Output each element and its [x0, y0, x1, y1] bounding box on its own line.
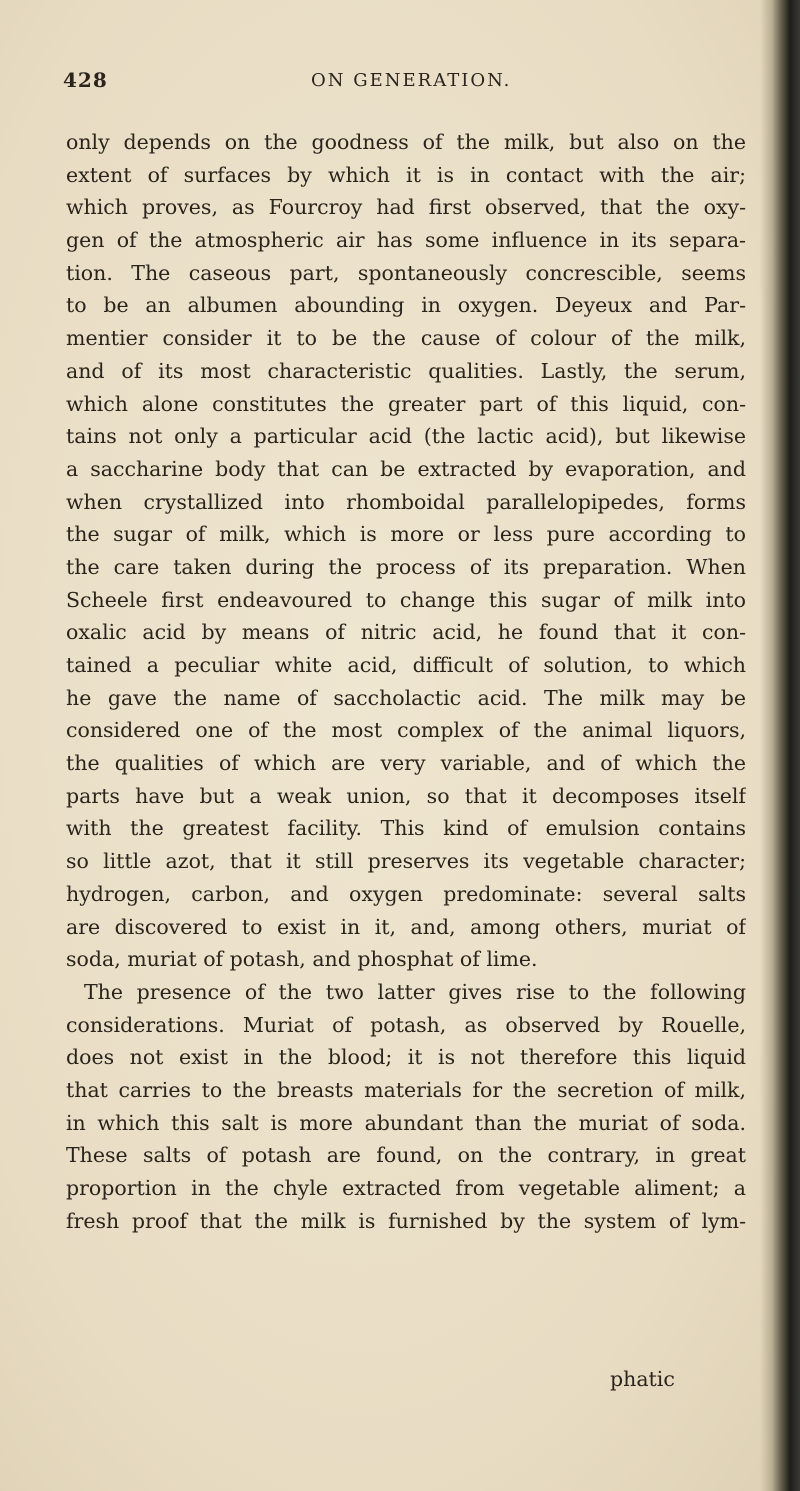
- text-line: are discovered to exist in it, and, among others, muriat of: [66, 914, 746, 939]
- text-line: only depends on the goodness of the milk, but also on the: [66, 130, 746, 154]
- body-text: [66, 126, 746, 1237]
- text-line: extent of surfaces by which it is in contact with the air;: [66, 162, 746, 187]
- running-head: ON GENERATION.: [311, 70, 512, 91]
- text-line: tion. The caseous part, spontaneously concrescible, seems: [66, 260, 746, 285]
- text-line: hydrogen, carbon, and oxygen predominate: several salts: [66, 881, 746, 906]
- text-line: considerations. Muriat of potash, as observed by Rouelle,: [66, 1012, 746, 1037]
- text-line: which alone constitutes the greater part of this liquid, con-: [66, 391, 746, 416]
- text-line: proportion in the chyle extracted from vegetable aliment; a: [66, 1176, 746, 1200]
- text-line: when crystallized into rhomboidal parallelopipedes, forms: [66, 489, 746, 514]
- page-number: 428: [63, 68, 108, 92]
- text-line: the qualities of which are very variable, and of which the: [66, 751, 746, 776]
- text-line: soda, muriat of potash, and phosphat of lime.: [66, 947, 538, 972]
- text-line: These salts of potash are found, on the contrary, in great: [66, 1143, 746, 1168]
- text-line: parts have but a weak union, so that it decomposes itself: [66, 783, 746, 808]
- text-line: tained a peculiar white acid, difficult of solution, to which: [66, 653, 746, 677]
- text-line: the care taken during the process of its preparation. When: [66, 554, 746, 579]
- text-line: The presence of the two latter gives rise to the following: [84, 979, 746, 1004]
- text-line: the sugar of milk, which is more or less pure according to: [66, 522, 746, 547]
- page-header: [63, 58, 743, 98]
- text-line: so little azot, that it still preserves its vegetable character;: [66, 849, 746, 874]
- text-line: gen of the atmospheric air has some influence in its separa-: [66, 228, 746, 253]
- text-line: mentier consider it to be the cause of colour of the milk,: [66, 326, 746, 351]
- text-line: and of its most characteristic qualities. Lastly, the serum,: [66, 358, 746, 383]
- text-line: that carries to the breasts materials for the secretion of milk,: [66, 1077, 746, 1102]
- text-line: to be an albumen abounding in oxygen. Deyeux and Par-: [66, 293, 746, 318]
- text-line: does not exist in the blood; it is not therefore this liquid: [66, 1045, 746, 1070]
- text-line: he gave the name of saccholactic acid. The milk may be: [66, 685, 746, 710]
- text-line: tains not only a particular acid (the lactic acid), but likewise: [66, 424, 746, 449]
- binding-shadow: [760, 0, 800, 1491]
- text-line: Scheele first endeavoured to change this sugar of milk into: [66, 587, 746, 612]
- text-line: oxalic acid by means of nitric acid, he found that it con-: [66, 620, 746, 645]
- text-line: which proves, as Fourcroy had first observed, that the oxy-: [66, 195, 746, 220]
- text-line: in which this salt is more abundant than the muriat of soda.: [66, 1110, 746, 1135]
- catchword: phatic: [610, 1367, 675, 1391]
- text-line: considered one of the most complex of the animal liquors,: [66, 718, 746, 743]
- text-line: fresh proof that the milk is furnished by the system of lym-: [66, 1208, 746, 1233]
- text-line: a saccharine body that can be extracted by evaporation, and: [66, 456, 746, 481]
- text-line: with the greatest facility. This kind of emulsion contains: [66, 816, 746, 841]
